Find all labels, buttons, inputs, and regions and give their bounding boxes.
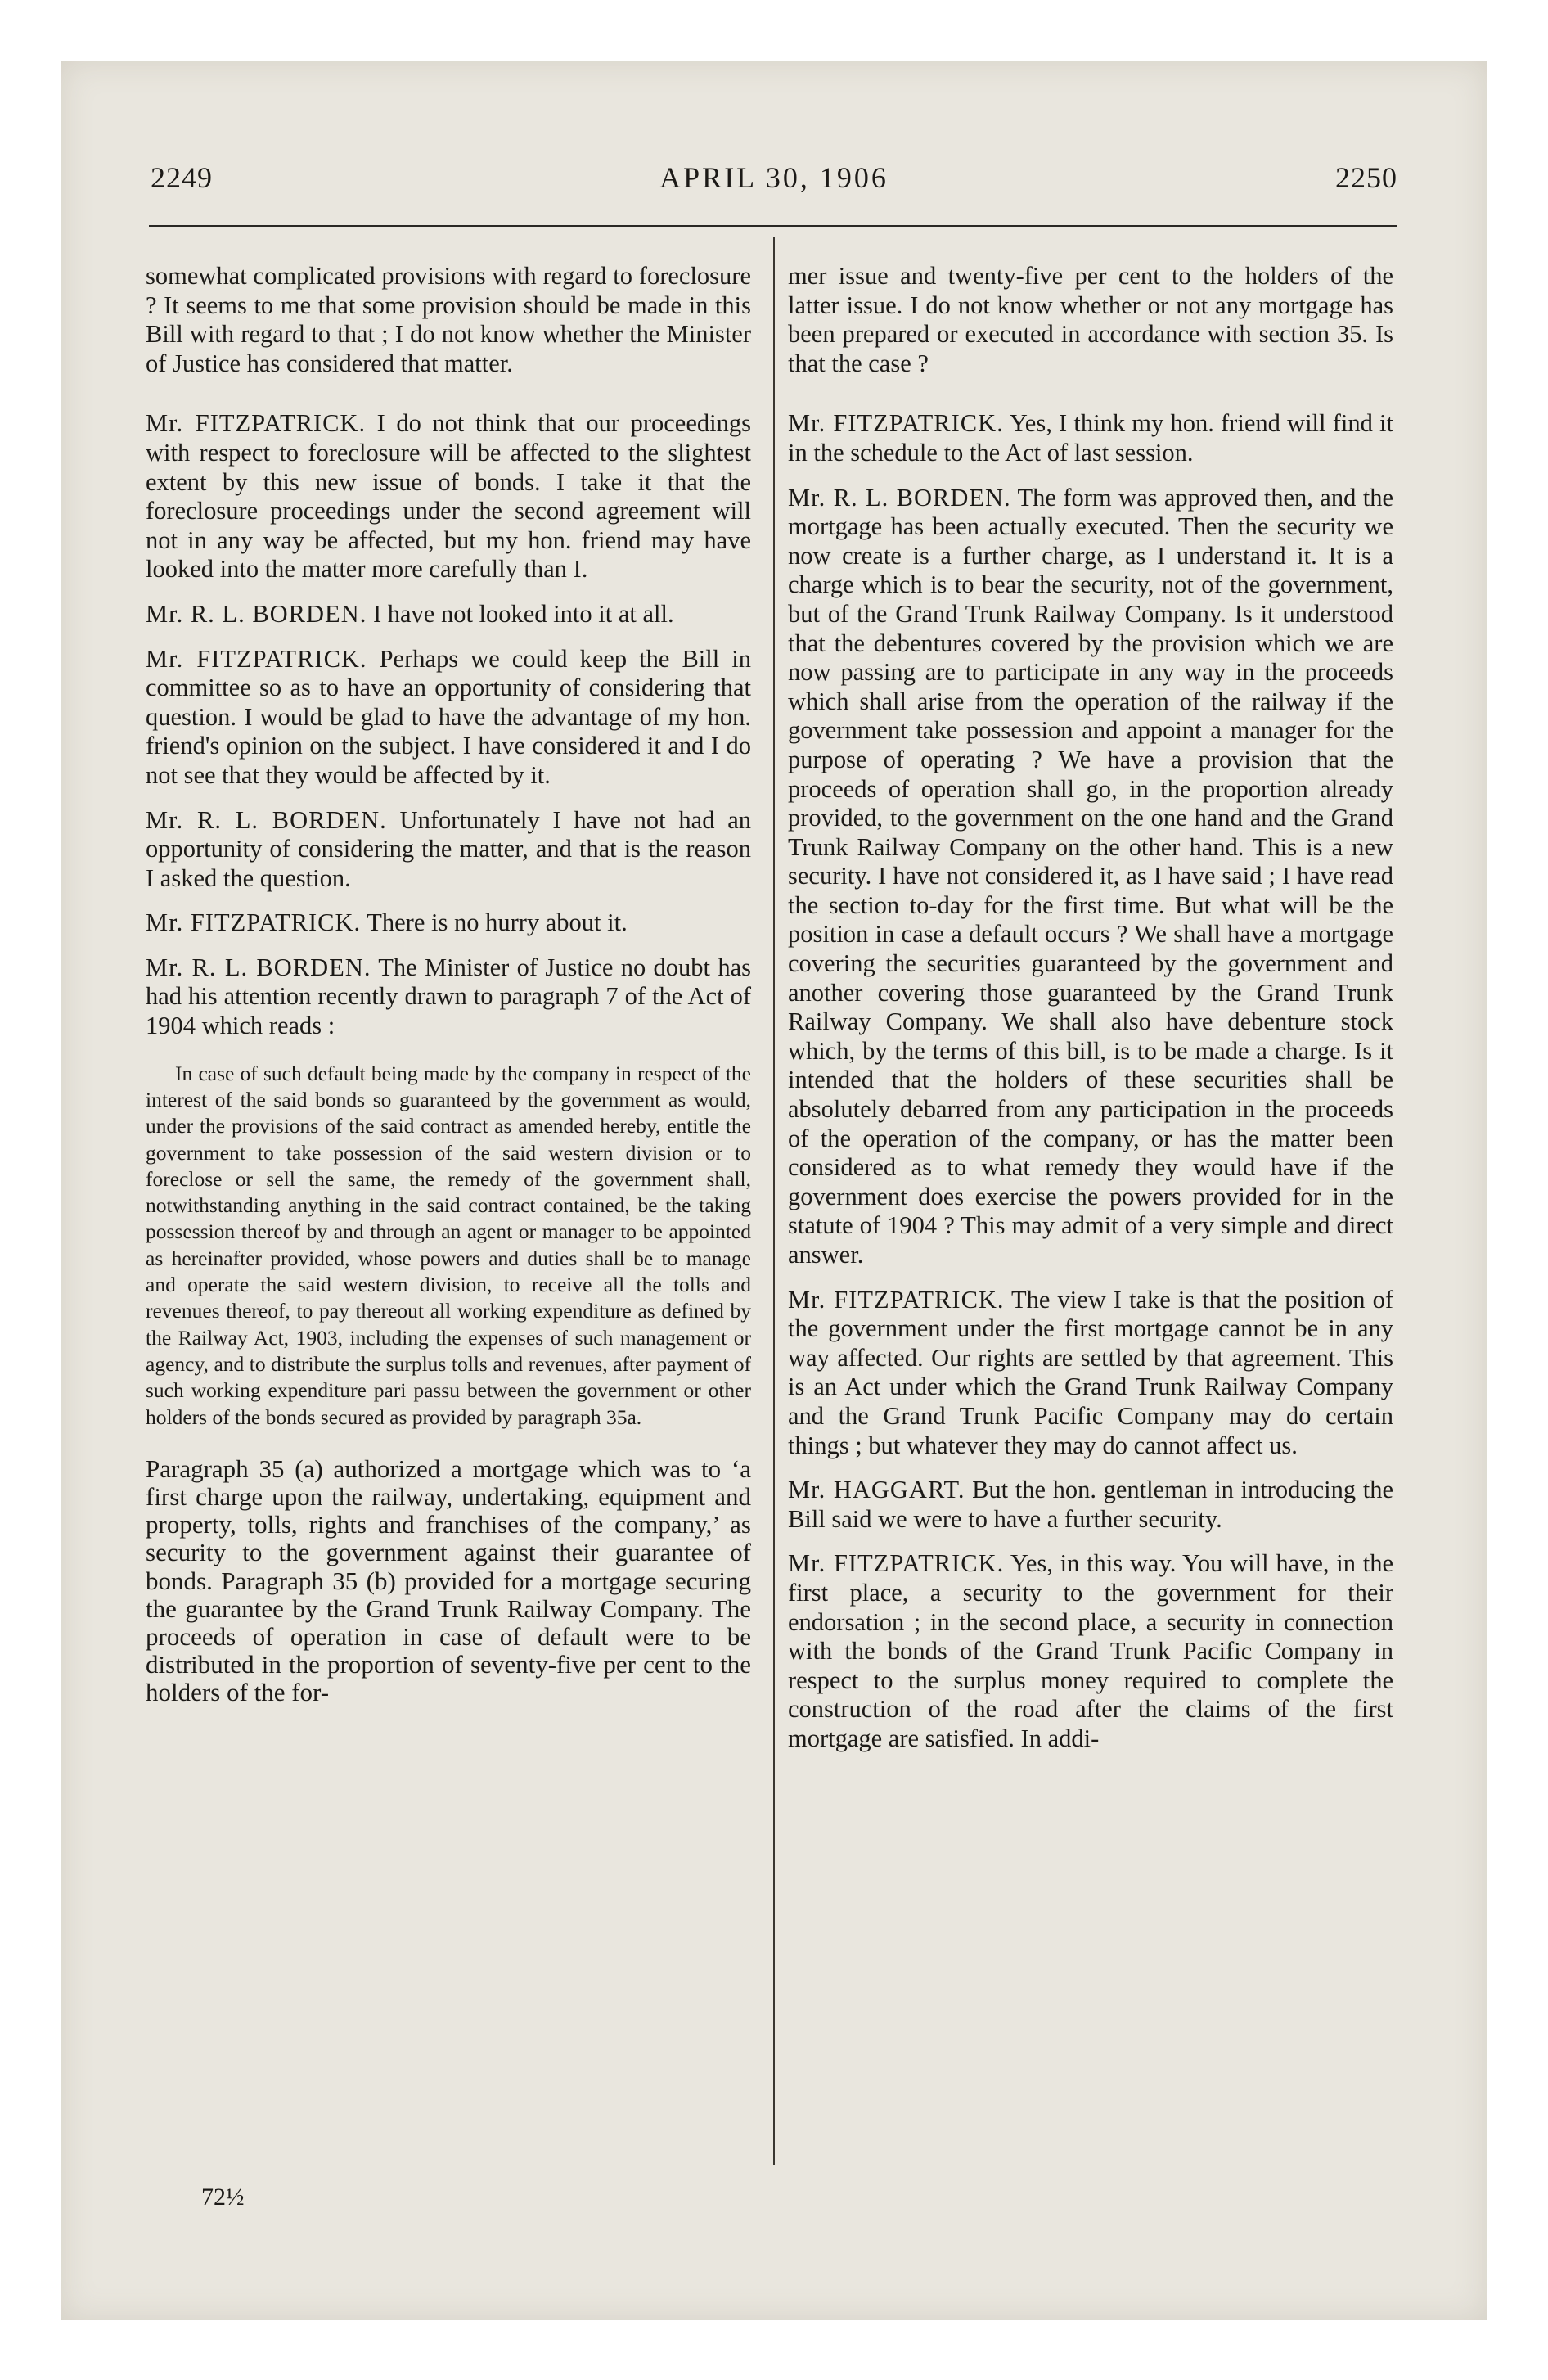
paragraph	[146, 1455, 751, 1707]
speaker-name: Mr. R. L. BORDEN.	[146, 953, 371, 981]
speech	[146, 600, 751, 629]
paragraph-text: mer issue and twenty-five per cent to the holders of the latter issue. I do not know whether or not any mortgage has been prepared or executed in accordance with section 35. Is that the case ?	[788, 262, 1393, 377]
speech	[146, 908, 751, 938]
paragraph-text: somewhat complicated provisions with regard to foreclosure ? It seems to me that some provision should be made in this Bill with regard to that ; I do not know whether the Minister of Justice has considered that matter.	[146, 262, 751, 377]
column-divider	[773, 237, 775, 2165]
speaker-name: Mr. R. L. BORDEN.	[146, 599, 367, 628]
speech-text: The form was approved then, and the mortgage has been actually executed. Then the security we now create is a further charge, as I understand it. It is a charge which is to bear the security, not of the government, but of the Grand Trunk Railway Company. Is it understood that the debentures covered by the provision which we are now passing are to participate in any way in the proceeds which shall arise from the operation of the railway if the government take possession and appoint a manager for the purpose of operating ? We have a provision that the proceeds of operation shall go, in the proportion already provided, to the government on the one hand and the Grand Trunk Railway Company on the other hand. This is a new security. I have not considered it, as I have said ; I have read the section to-day for the first time. But what will be the position in case a default occurs ? We shall have a mortgage covering the securities guaranteed by the government and another covering those guaranteed by the Grand Trunk Railway Company. We shall also have debenture stock which, by the terms of this bill, is to be made a charge. Is it intended that the holders of these securities shall be absolutely debarred from any participation in the proceeds of the operation of the company, or has the matter been considered as to what remedy they would have if the government does exercise the powers provided for in the statute of 1904 ? This may admit of a very simple and direct answer.	[788, 483, 1393, 1269]
page-date: APRIL 30, 1906	[659, 161, 889, 194]
speech-text: The Minister of Justice no doubt has had his attention recently drawn to paragraph 7 of the Act of 1904 which reads :	[146, 953, 752, 1040]
speech	[788, 1286, 1393, 1461]
page-number-right: 2250	[1335, 161, 1397, 194]
speech-text: Perhaps we could keep the Bill in committee so as to have an opportunity of considering that question. I would be glad to have the advantage of my hon. friend's opinion on the subject. I have considered it and I do not see that they would be affected by it.	[146, 644, 751, 789]
speech	[788, 1476, 1393, 1534]
speech	[146, 645, 751, 791]
speech-text: Unfortunately I have not had an opportunity of considering the matter, and that is the reason I asked the question.	[146, 805, 751, 892]
speech-text: I have not looked into it at all.	[372, 599, 674, 628]
speaker-name: Mr. R. L. BORDEN.	[146, 805, 387, 834]
right-column	[788, 262, 1393, 1769]
page-number-left: 2249	[151, 161, 213, 194]
quoted-statute: In case of such default being made by the company in respect of the interest of the said bonds so guaranteed by the government as would, under the provisions of the said contract as amended hereby, entitle the government to take possession of the said western division or to foreclose or sell the same, the remedy of the government shall, notwithstanding anything in the said contract contained, be the taking possession thereof by and through an agent or manager to be appointed as hereinafter provided, whose powers and duties shall be to manage and operate the said western division, to receive all the tolls and revenues thereof, to pay thereout all working expenditure as defined by the Railway Act, 1903, including the expenses of such management or agency, and to distribute the surplus tolls and revenues, after payment of such working expenditure pari passu between the government or other holders of the bonds secured as provided by paragraph 35a.	[146, 1061, 751, 1429]
speech	[146, 806, 751, 894]
speech-text: But the hon. gentleman in introducing the Bill said we were to have a further security.	[788, 1476, 1393, 1533]
speaker-name: Mr. R. L. BORDEN.	[788, 483, 1011, 512]
speech-text: Yes, in this way. You will have, in the first place, a security to the government for their endorsation ; in the second place, a security in connection with the bonds of the Grand Trunk Pacific Company in respect to the surplus money required to complete the construction of the road after the claims of the first mortgage are satisfied. In addi-	[788, 1549, 1393, 1752]
speaker-name: Mr. FITZPATRICK.	[788, 1285, 1005, 1314]
speech-text: Yes, I think my hon. friend will find it in the schedule to the Act of last session.	[788, 409, 1393, 467]
page-header	[151, 160, 1397, 201]
paragraph	[788, 262, 1393, 378]
speech-text: The view I take is that the position of the government under the first mortgage cannot be in any way affected. Our rights are settled by that agreement. This is an Act under which the Grand Trunk Railway Company and the Grand Trunk Pacific Company may do certain things ; but whatever they may do cannot affect us.	[788, 1285, 1393, 1459]
speech-text: I do not think that our proceedings with respect to foreclosure will be affected to the slightest extent by this new issue of bonds. I take it that the foreclosure proceedings under the second agreement will not in any way be affected, but my hon. friend may have looked into the matter more carefully than I.	[146, 409, 751, 584]
speech	[146, 953, 751, 1041]
speech-text: There is no hurry about it.	[367, 908, 628, 937]
speaker-name: Mr. HAGGART.	[788, 1476, 965, 1504]
header-rule	[149, 225, 1397, 232]
speaker-name: Mr. FITZPATRICK.	[146, 409, 367, 438]
speaker-name: Mr. FITZPATRICK.	[788, 1549, 1005, 1578]
speech	[788, 409, 1393, 467]
speaker-name: Mr. FITZPATRICK.	[788, 409, 1004, 438]
left-column	[146, 262, 751, 1723]
speech	[788, 484, 1393, 1270]
speaker-name: Mr. FITZPATRICK.	[146, 644, 367, 673]
paragraph-text: Paragraph 35 (a) authorized a mortgage which was to ‘a first charge upon the railway, undertaking, equipment and property, tolls, rights and franchises of the company,’ as security to the government against their guarantee of bonds. Paragraph 35 (b) provided for a mortgage securing the guarantee by the Grand Trunk Railway Company. The proceeds of operation in case of default were to be distributed in the proportion of seventy-five per cent to the holders of the for-	[146, 1454, 751, 1707]
speech	[788, 1549, 1393, 1753]
paragraph	[146, 262, 751, 378]
signature-mark: 72½	[201, 2184, 245, 2211]
speech	[146, 409, 751, 584]
speaker-name: Mr. FITZPATRICK.	[146, 908, 362, 937]
